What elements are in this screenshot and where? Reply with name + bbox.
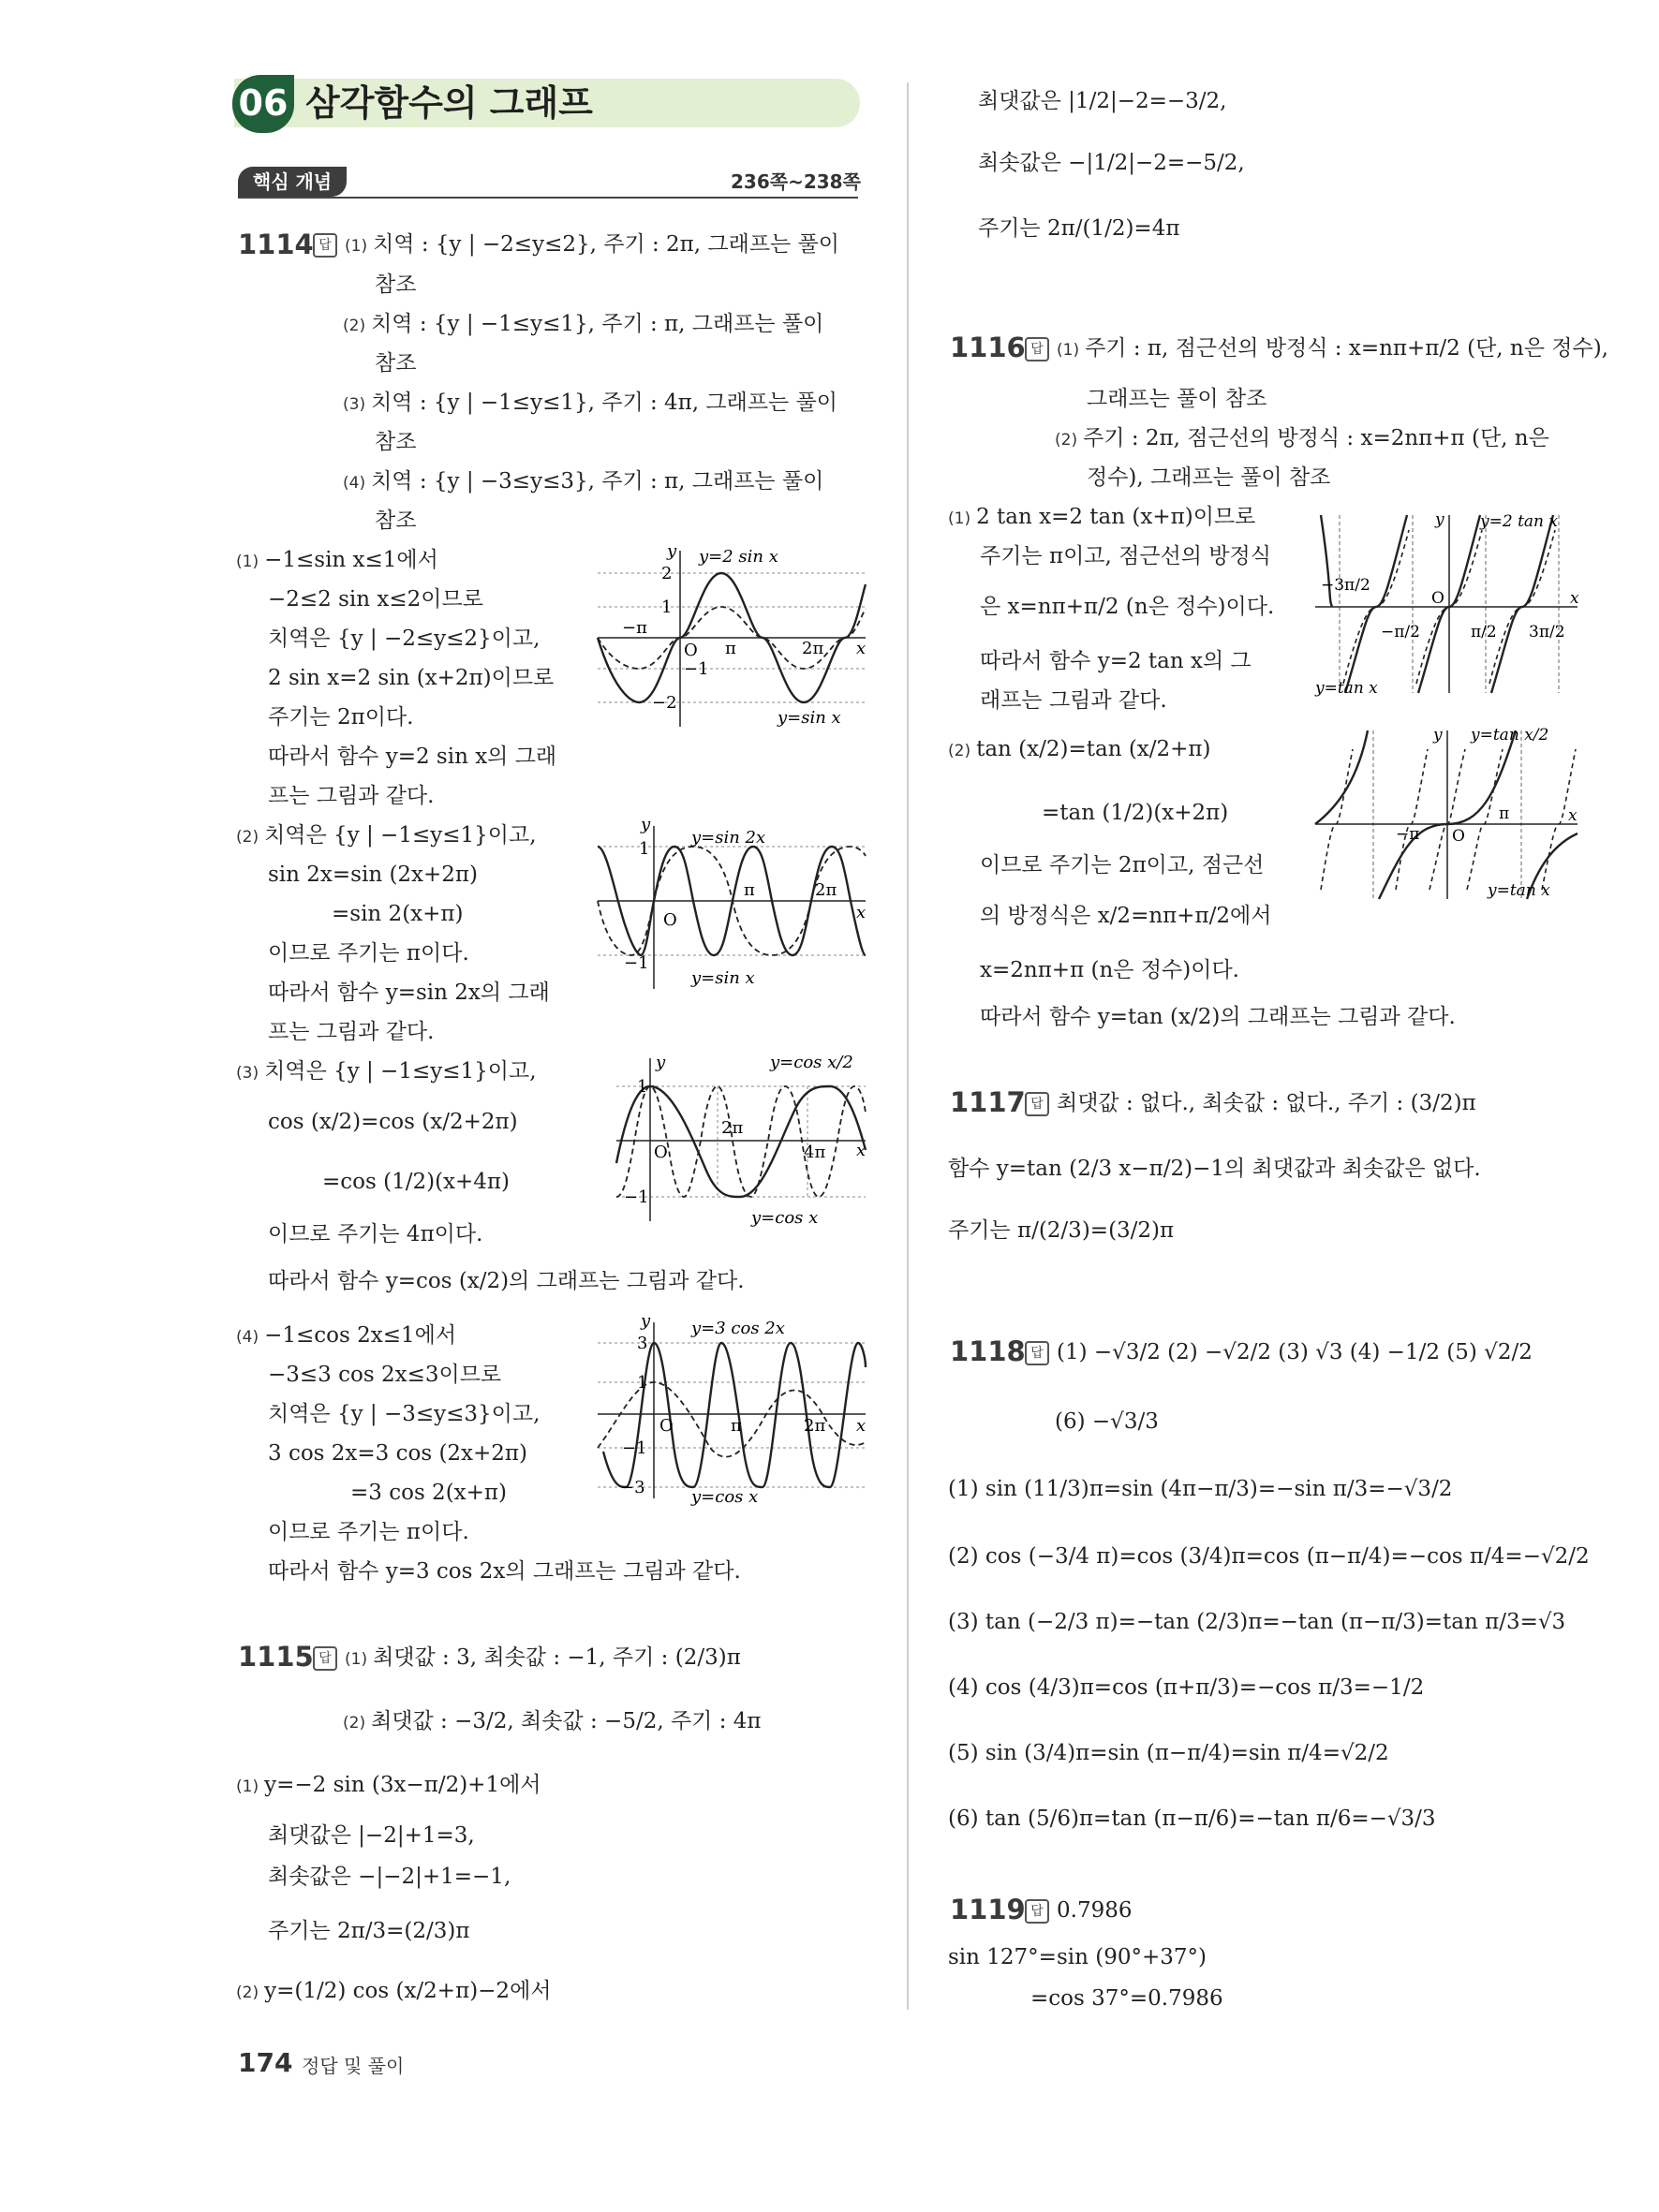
solution-1115-1-line3: 최솟값은 −|−2|+1=−1, bbox=[268, 1865, 511, 1889]
graph-curve-label: y=tan x bbox=[1315, 679, 1378, 698]
answer-badge: 답 bbox=[1025, 337, 1049, 361]
answer-1114-4: (4) 치역 : {y | −3≤y≤3}, 주기 : π, 그래프는 풀이 bbox=[343, 469, 824, 494]
graph-sin2x bbox=[594, 815, 875, 998]
graph-curve-label: y=cos x bbox=[751, 1208, 819, 1228]
solution-1114-3-line5: 따라서 함수 y=cos (x/2)의 그래프는 그림과 같다. bbox=[268, 1269, 745, 1293]
section-tab: 핵심 개념 bbox=[238, 167, 347, 197]
graph-tick: 1 bbox=[639, 839, 650, 859]
graph-axis-label-x: x bbox=[1568, 806, 1578, 825]
graph-tick: −1 bbox=[622, 1438, 647, 1458]
answer-badge: 답 bbox=[1025, 1899, 1049, 1924]
solution-1119-line2: =cos 37°=0.7986 bbox=[1030, 1986, 1223, 2011]
graph-axis-label-y: y bbox=[1435, 510, 1444, 529]
graph-curve-label: y=tan x/2 bbox=[1471, 726, 1549, 745]
answer-1116-2: (2) 주기 : 2π, 점근선의 방정식 : x=2nπ+π (단, n은 bbox=[1055, 426, 1549, 450]
graph-origin: O bbox=[663, 910, 677, 930]
graph-origin: O bbox=[654, 1143, 668, 1162]
graph-curve-label: y=2 tan x bbox=[1480, 512, 1558, 531]
page-range: 236쪽~238쪽 bbox=[731, 170, 861, 193]
header-rule bbox=[238, 197, 858, 199]
answer-1115-1: 답 (1) 최댓값 : 3, 최솟값 : −1, 주기 : (2/3)π bbox=[313, 1643, 741, 1674]
solution-1115-1-line4: 주기는 2π/3=(2/3)π bbox=[268, 1919, 470, 1943]
graph-axis-label-x: x bbox=[1570, 589, 1579, 608]
solution-1114-1-line2: −2≤2 sin x≤2이므로 bbox=[268, 587, 483, 612]
graph-tick: −2 bbox=[652, 693, 677, 713]
solution-1118-6: (6) tan (5/6)π=tan (π−π/6)=−tan π/6=−√3/3 bbox=[948, 1806, 1436, 1831]
graph-tick: 2 bbox=[661, 564, 673, 583]
graph-tick: π bbox=[744, 880, 755, 900]
solution-1116-2-line2: =tan (1/2)(x+2π) bbox=[1042, 801, 1229, 825]
solution-1114-3-line1: (3) 치역은 {y | −1≤y≤1}이고, bbox=[236, 1059, 537, 1084]
solution-1114-4-line4: 3 cos 2x=3 cos (2x+2π) bbox=[268, 1441, 528, 1466]
solution-1116-1-line2: 주기는 π이고, 점근선의 방정식 bbox=[980, 544, 1271, 568]
column-divider bbox=[907, 82, 909, 2010]
solution-1115-1-line2: 최댓값은 |−2|+1=3, bbox=[268, 1823, 475, 1848]
graph-2tanx bbox=[1311, 506, 1583, 702]
graph-curve-label: y=3 cos 2x bbox=[691, 1319, 785, 1338]
graph-tick: 3 bbox=[637, 1334, 648, 1353]
graph-tick: 1 bbox=[637, 1077, 648, 1097]
solution-1114-1-line7: 프는 그림과 같다. bbox=[268, 784, 435, 808]
solution-1117-line2: 주기는 π/(2/3)=(3/2)π bbox=[948, 1218, 1175, 1243]
solution-1114-2-line2: sin 2x=sin (2x+2π) bbox=[268, 863, 479, 887]
graph-origin: O bbox=[659, 1416, 674, 1436]
graph-curve-label: y=tan x bbox=[1488, 881, 1550, 900]
graph-axis-label-y: y bbox=[667, 541, 677, 561]
graph-tick: π bbox=[731, 1416, 742, 1436]
solution-1114-4-line2: −3≤3 cos 2x≤3이므로 bbox=[268, 1363, 502, 1387]
problem-number-1118: 1118 bbox=[950, 1335, 1026, 1367]
solution-1115-1-line1: (1) y=−2 sin (3x−π/2)+1에서 bbox=[236, 1773, 541, 1797]
solution-1114-4-line3: 치역은 {y | −3≤y≤3}이고, bbox=[268, 1402, 541, 1426]
graph-tick: −π/2 bbox=[1381, 623, 1420, 641]
graph-tick: π/2 bbox=[1471, 623, 1497, 641]
graph-curve-label: y=cos x bbox=[691, 1487, 759, 1507]
graph-tick: −3π/2 bbox=[1321, 576, 1370, 595]
solution-1116-2-line1: (2) tan (x/2)=tan (x/2+π) bbox=[948, 737, 1211, 761]
graph-2sinx bbox=[594, 539, 875, 736]
graph-tick: 2π bbox=[804, 1416, 826, 1436]
solution-1117-line1: 함수 y=tan (2/3 x−π/2)−1의 최댓값과 최솟값은 없다. bbox=[948, 1157, 1481, 1181]
answer-1118-b: (6) −√3/3 bbox=[1055, 1409, 1159, 1434]
solution-1116-2-line6: 따라서 함수 y=tan (x/2)의 그래프는 그림과 같다. bbox=[980, 1005, 1456, 1029]
answer-1114-3: (3) 치역 : {y | −1≤y≤1}, 주기 : 4π, 그래프는 풀이 bbox=[343, 391, 838, 415]
graph-tick: π bbox=[725, 639, 736, 658]
problem-number-1114: 1114 bbox=[238, 229, 314, 260]
graph-axis-label-x: x bbox=[856, 903, 867, 922]
graph-cos-half-x bbox=[613, 1047, 875, 1231]
solution-1114-4-line5: =3 cos 2(x+π) bbox=[350, 1481, 507, 1505]
graph-axis-label-y: y bbox=[656, 1053, 666, 1072]
answer-1116-1b: 그래프는 풀이 참조 bbox=[1087, 387, 1267, 411]
graph-axis-label-x: x bbox=[856, 1416, 867, 1436]
solution-1116-1-line3: 은 x=nπ+π/2 (n은 정수)이다. bbox=[980, 595, 1275, 619]
solution-1114-4-line7: 따라서 함수 y=3 cos 2x의 그래프는 그림과 같다. bbox=[268, 1559, 741, 1584]
solution-1118-2: (2) cos (−3/4 π)=cos (3/4)π=cos (π−π/4)=−cos π/4=−√2/2 bbox=[948, 1544, 1590, 1569]
solution-1114-2-line1: (2) 치역은 {y | −1≤y≤1}이고, bbox=[236, 823, 537, 848]
answer-1117: 답 최댓값 : 없다., 최솟값 : 없다., 주기 : (3/2)π bbox=[1025, 1088, 1476, 1118]
answer-1116-1: 답 (1) 주기 : π, 점근선의 방정식 : x=nπ+π/2 (단, n은 정수), bbox=[1025, 333, 1608, 365]
solution-1118-4: (4) cos (4/3)π=cos (π+π/3)=−cos π/3=−1/2 bbox=[948, 1675, 1425, 1700]
problem-number-1117: 1117 bbox=[950, 1086, 1026, 1118]
solution-1118-3: (3) tan (−2/3 π)=−tan (2/3)π=−tan (π−π/3)=tan π/3=√3 bbox=[948, 1610, 1566, 1634]
solution-1114-1-line3: 치역은 {y | −2≤y≤2}이고, bbox=[268, 627, 541, 651]
solution-1114-2-line3: =sin 2(x+π) bbox=[332, 902, 464, 926]
graph-axis-label-y: y bbox=[641, 1311, 651, 1331]
solution-1118-1: (1) sin (11/3)π=sin (4π−π/3)=−sin π/3=−√3/2 bbox=[948, 1477, 1453, 1501]
solution-1114-1-line5: 주기는 2π이다. bbox=[268, 705, 414, 730]
solution-1114-2-line4: 이므로 주기는 π이다. bbox=[268, 941, 469, 966]
answer-1119: 답 0.7986 bbox=[1025, 1895, 1132, 1925]
graph-axis-label-x: x bbox=[856, 639, 867, 658]
solution-1116-2-line5: x=2nπ+π (n은 정수)이다. bbox=[980, 958, 1239, 982]
graph-origin: O bbox=[1452, 827, 1465, 846]
graph-curve-label: y=sin 2x bbox=[691, 828, 766, 848]
graph-curve-label: y=2 sin x bbox=[699, 547, 778, 567]
graph-origin: O bbox=[684, 641, 698, 660]
solution-1116-1-line1: (1) 2 tan x=2 tan (x+π)이므로 bbox=[948, 505, 1256, 529]
solution-1114-2-line5: 따라서 함수 y=sin 2x의 그래 bbox=[268, 981, 550, 1005]
solution-1114-1-line6: 따라서 함수 y=2 sin x의 그래 bbox=[268, 745, 557, 769]
solution-1114-3-line4: 이므로 주기는 4π이다. bbox=[268, 1222, 483, 1246]
graph-tick: 1 bbox=[637, 1373, 648, 1393]
solution-1114-1-line1: (1) −1≤sin x≤1에서 bbox=[236, 548, 438, 572]
solution-1114-4-line6: 이므로 주기는 π이다. bbox=[268, 1520, 469, 1544]
page-number: 174 bbox=[238, 2047, 293, 2078]
graph-curve-label: y=cos x/2 bbox=[770, 1053, 853, 1072]
solution-1115-2-line4: 주기는 2π/(1/2)=4π bbox=[978, 216, 1180, 241]
graph-tick: 2π bbox=[802, 639, 824, 658]
graph-3cos2x bbox=[594, 1311, 875, 1510]
solution-1114-4-line1: (4) −1≤cos 2x≤1에서 bbox=[236, 1323, 457, 1348]
answer-badge: 답 bbox=[1025, 1092, 1049, 1116]
answer-1118: 답 (1) −√3/2 (2) −√2/2 (3) √3 (4) −1/2 (5) √2/2 bbox=[1025, 1337, 1533, 1367]
solution-1119-line1: sin 127°=sin (90°+37°) bbox=[948, 1945, 1207, 1969]
graph-axis-label-y: y bbox=[641, 815, 651, 834]
problem-number-1116: 1116 bbox=[950, 332, 1026, 363]
graph-tick: 2π bbox=[721, 1118, 744, 1138]
problem-number-1119: 1119 bbox=[950, 1894, 1026, 1925]
solution-1115-2-line2: 최댓값은 |1/2|−2=−3/2, bbox=[978, 89, 1227, 113]
answer-badge: 답 bbox=[313, 1646, 337, 1671]
answer-badge: 답 bbox=[313, 233, 337, 258]
graph-tick: −1 bbox=[624, 953, 649, 973]
graph-tick: −1 bbox=[684, 659, 709, 679]
footer-label: 정답 및 풀이 bbox=[302, 2055, 405, 2077]
answer-1114-4b: 참조 bbox=[375, 509, 417, 533]
solution-1116-2-line4: 의 방정식은 x/2=nπ+π/2에서 bbox=[980, 904, 1272, 928]
solution-1115-2-line1: (2) y=(1/2) cos (x/2+π)−2에서 bbox=[236, 1979, 552, 2003]
solution-1114-3-line3: =cos (1/2)(x+4π) bbox=[322, 1170, 511, 1194]
answer-1115-2: (2) 최댓값 : −3/2, 최솟값 : −5/2, 주기 : 4π bbox=[343, 1709, 762, 1733]
answer-1114-1: 답 (1) 치역 : {y | −2≤y≤2}, 주기 : 2π, 그래프는 풀이 bbox=[313, 229, 839, 261]
solution-1116-1-line4: 따라서 함수 y=2 tan x의 그 bbox=[980, 649, 1252, 673]
answer-badge: 답 bbox=[1025, 1341, 1049, 1365]
graph-origin: O bbox=[1431, 589, 1444, 608]
graph-tick: 3π/2 bbox=[1529, 623, 1565, 641]
graph-tan-half-x bbox=[1311, 721, 1583, 908]
answer-1114-1b: 참조 bbox=[375, 273, 417, 297]
graph-tick: 2π bbox=[815, 880, 837, 900]
chapter-title: 삼각함수의 그래프 bbox=[305, 82, 593, 124]
problem-number-1115: 1115 bbox=[238, 1641, 314, 1673]
graph-axis-label-y: y bbox=[1433, 726, 1443, 745]
graph-tick: 4π bbox=[804, 1143, 826, 1162]
graph-curve-label: y=sin x bbox=[691, 968, 755, 988]
answer-1114-2: (2) 치역 : {y | −1≤y≤1}, 주기 : π, 그래프는 풀이 bbox=[343, 312, 824, 336]
solution-1114-1-line4: 2 sin x=2 sin (x+2π)이므로 bbox=[268, 666, 555, 690]
graph-axis-label-x: x bbox=[856, 1141, 867, 1160]
graph-curve-label: y=sin x bbox=[778, 708, 841, 728]
graph-tick: −3 bbox=[620, 1478, 645, 1497]
solution-1114-2-line6: 프는 그림과 같다. bbox=[268, 1020, 435, 1044]
answer-1116-2b: 정수), 그래프는 풀이 참조 bbox=[1087, 465, 1331, 490]
solution-1115-2-line3: 최솟값은 −|1/2|−2=−5/2, bbox=[978, 151, 1245, 175]
solution-1116-1-line5: 래프는 그림과 같다. bbox=[980, 688, 1167, 713]
answer-1114-3b: 참조 bbox=[375, 430, 417, 454]
answer-1114-2b: 참조 bbox=[375, 351, 417, 376]
chapter-number: 06 bbox=[232, 75, 294, 133]
graph-tick: −π bbox=[622, 618, 647, 638]
solution-1114-3-line2: cos (x/2)=cos (x/2+2π) bbox=[268, 1110, 518, 1134]
solution-1118-5: (5) sin (3/4)π=sin (π−π/4)=sin π/4=√2/2 bbox=[948, 1741, 1389, 1765]
graph-tick: −1 bbox=[624, 1187, 649, 1207]
graph-tick: 1 bbox=[661, 597, 673, 617]
graph-tick: π bbox=[1499, 804, 1510, 823]
graph-tick: −π bbox=[1396, 825, 1420, 844]
solution-1116-2-line3: 이므로 주기는 2π이고, 점근선 bbox=[980, 853, 1265, 877]
